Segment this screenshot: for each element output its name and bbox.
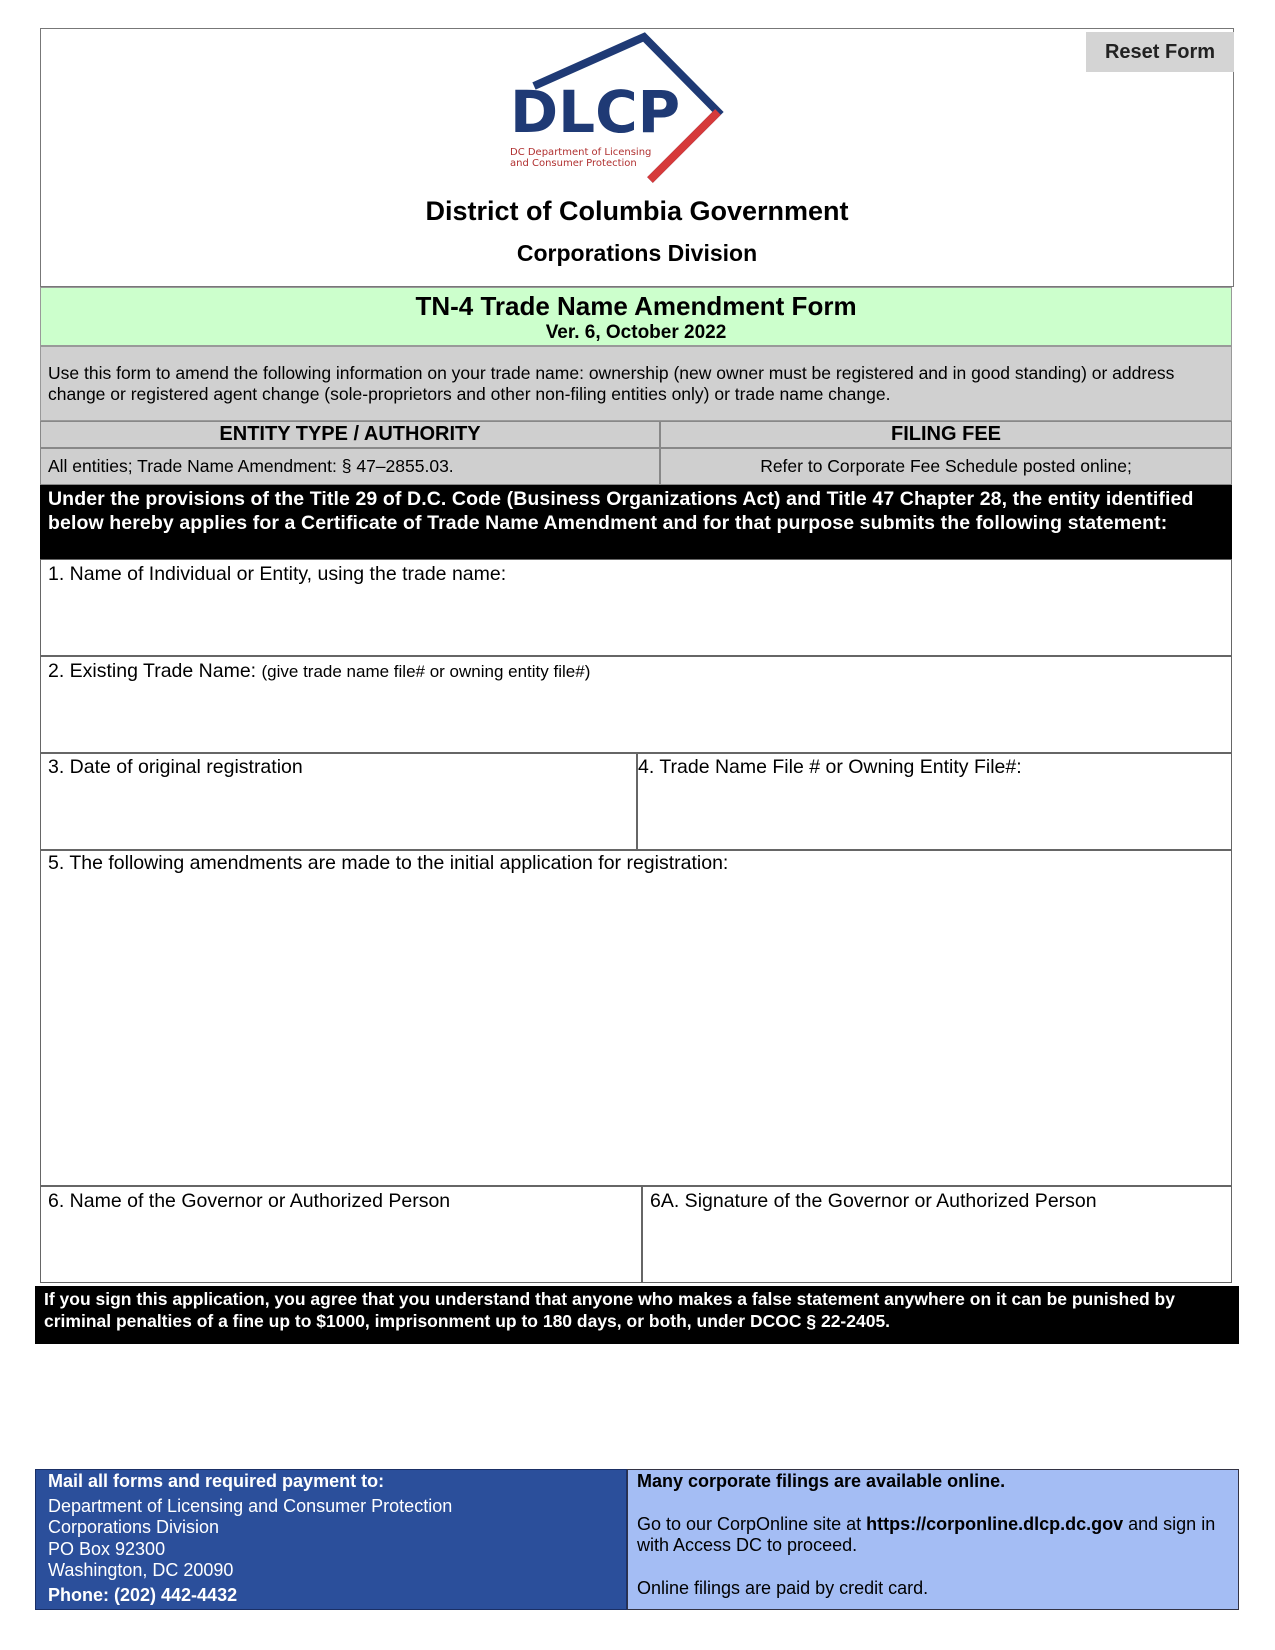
online-heading: Many corporate filings are available online. [637,1471,1006,1491]
amendments-field[interactable] [40,850,1232,1186]
warning-text: If you sign this application, you agree that you understand that anyone who makes a false statement anywhere on it can be punished by criminal penalties of a fine up to $1000, imprisonment up to 180 days, or both, under DCOC § 22-2405. [44,1289,1175,1331]
dlcp-logo-mark [510,34,760,192]
entity-type-header: ENTITY TYPE / AUTHORITY [219,423,481,445]
mail-phone: Phone: (202) 442-4432 [48,1584,238,1605]
governor-name-label: 6. Name of the Governor or Authorized Person [48,1190,451,1212]
logo-subtitle-1: DC Department of Licensing [510,147,652,158]
existing-trade-name-hint: (give trade name file# or owning entity file#) [261,662,591,681]
mail-line-3: PO Box 92300 [48,1538,166,1559]
intro-text: Use this form to amend the following information on your trade name: ownership (new owner must be registered and in good standing) or address change or registered agent change (sole-proprietors and other non-filing entities only) or trade name change. [48,363,1175,404]
filing-fee-value: Refer to Corporate Fee Schedule posted online; [760,456,1132,476]
name-of-entity-label: 1. Name of Individual or Entity, using the trade name: [48,563,507,585]
mail-line-1: Department of Licensing and Consumer Protection [48,1495,453,1516]
original-registration-date-label: 3. Date of original registration [48,756,303,778]
dlcp-logo [510,34,760,192]
filing-fee-header: FILING FEE [891,423,1001,445]
org-title: District of Columbia Government [425,196,849,226]
online-info [637,1471,1235,1599]
existing-trade-name-label-text: 2. Existing Trade Name: [48,660,262,682]
logo-wordmark: DLCP [510,78,681,146]
mail-info [48,1471,618,1606]
org-division: Corporations Division [516,240,758,266]
corponline-link[interactable]: https://corponline.dlcp.dc.gov [866,1513,1124,1534]
existing-trade-name-label [48,660,590,683]
entity-type-value: All entities; Trade Name Amendment: § 47–2855.03. [48,456,454,476]
mail-heading: Mail all forms and required payment to: [48,1471,385,1491]
statement-text: Under the provisions of the Title 29 of D.C. Code (Business Organizations Act) and Title 47 Chapter 28, the entity identified below hereby applies for a Certificate of Trade Name Amendment and for that purpose submits the following statement: [48,488,1194,534]
online-instructions [637,1514,1235,1557]
online-text-a: Go to our CorpOnline site at [637,1513,867,1534]
mail-line-4: Washington, DC 20090 [48,1560,234,1580]
logo-subtitle-2: and Consumer Protection [510,158,637,169]
online-payment-note: Online filings are paid by credit card. [637,1577,929,1598]
reset-form-button[interactable]: Reset Form [1086,32,1234,72]
governor-signature-label: 6A. Signature of the Governor or Authorized Person [650,1190,1097,1212]
form-version: Ver. 6, October 2022 [545,322,727,343]
mail-line-2: Corporations Division [48,1517,220,1537]
online-text-b: and sign in with Access DC to proceed. [637,1513,1216,1555]
form-title: TN-4 Trade Name Amendment Form [415,291,857,321]
amendments-label: 5. The following amendments are made to the initial application for registration: [48,852,729,874]
trade-name-file-number-label: 4. Trade Name File # or Owning Entity File#: [638,756,1022,778]
